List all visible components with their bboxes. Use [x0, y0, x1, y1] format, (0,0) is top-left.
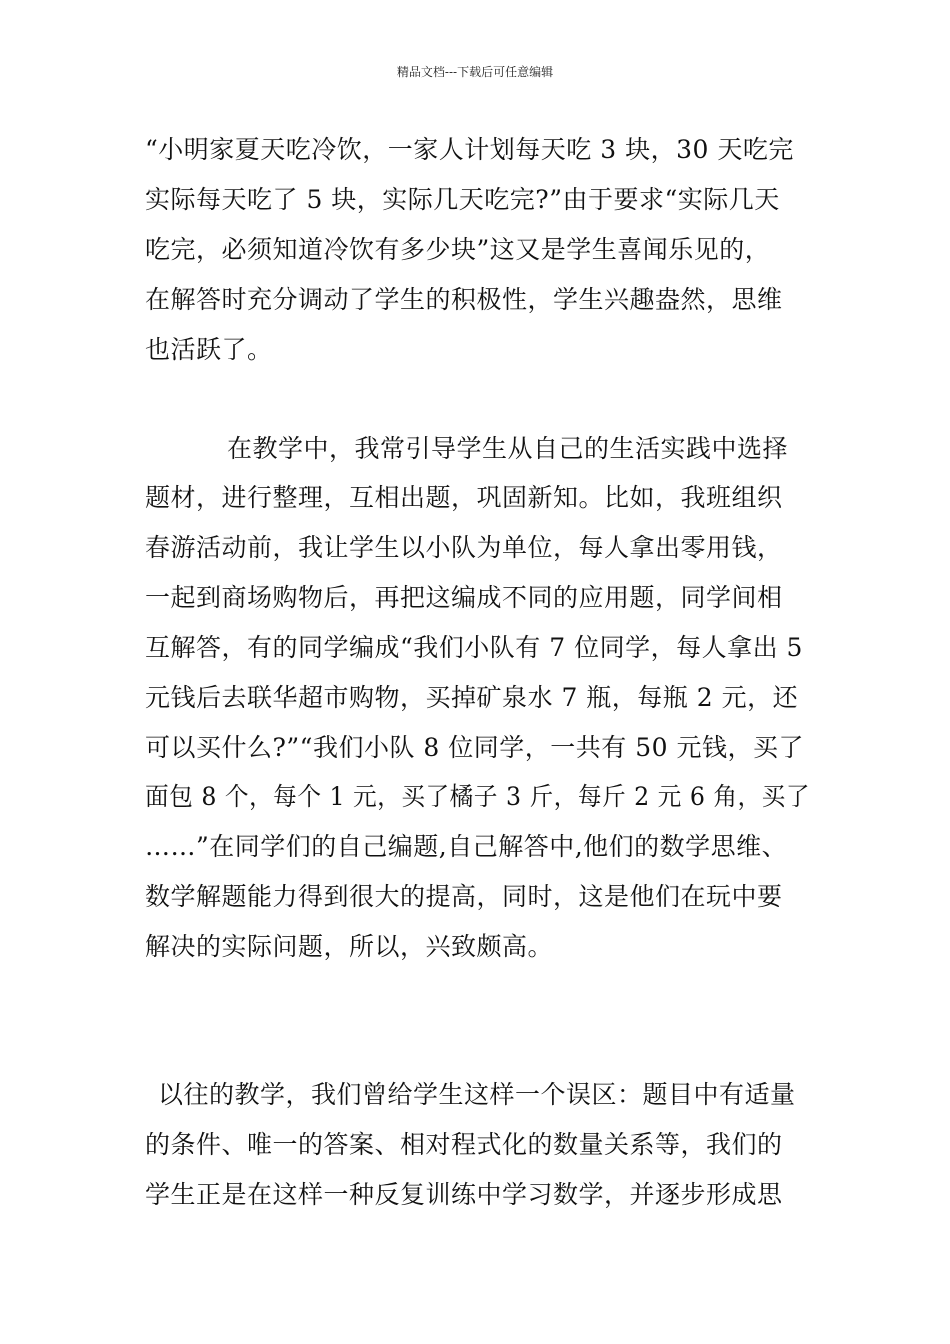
text-line: 一起到商场购物后，再把这编成不同的应用题，同学间相	[145, 583, 783, 612]
text-line: 元钱后去联华超市购物，买掉矿泉水 7 瓶，每瓶 2 元，还	[145, 683, 799, 712]
page-header: 精品文档---下载后可任意编辑	[396, 65, 554, 79]
text-line: 题材，进行整理，互相出题，巩固新知。比如，我班组织	[145, 483, 783, 512]
text-line: 在教学中，我常引导学生从自己的生活实践中选择	[227, 434, 789, 463]
text-line: 的条件、唯一的答案、相对程式化的数量关系等，我们的	[145, 1130, 783, 1159]
text-line: 数学解题能力得到很大的提高，同时，这是他们在玩中要	[145, 882, 783, 911]
text-line: 面包 8 个，每个 1 元，买了橘子 3 斤，每斤 2 元 6 角，买了	[145, 782, 810, 811]
text-line: 学生正是在这样一种反复训练中学习数学，并逐步形成思	[145, 1180, 783, 1209]
text-line: 解决的实际问题，所以，兴致颇高。	[145, 932, 554, 961]
text-line: ……”在同学们的自己编题,自己解答中,他们的数学思维、	[145, 832, 788, 861]
text-line: 实际每天吃了 5 块，实际几天吃完?”由于要求“实际几天	[145, 185, 780, 214]
text-line: 也活跃了。	[145, 335, 273, 364]
text-line: 春游活动前，我让学生以小队为单位，每人拿出零用钱，	[145, 533, 783, 562]
text-line: 互解答，有的同学编成“我们小队有 7 位同学，每人拿出 5	[145, 633, 803, 662]
text-line: 以往的教学，我们曾给学生这样一个误区：题目中有适量	[158, 1080, 796, 1109]
text-line: “小明家夏天吃冷饮，一家人计划每天吃 3 块，30 天吃完	[145, 135, 794, 164]
text-line: 在解答时充分调动了学生的积极性，学生兴趣盎然，思维	[145, 285, 783, 314]
text-line: 吃完，必须知道冷饮有多少块”这又是学生喜闻乐见的，	[145, 235, 771, 264]
text-line: 可以买什么?”“我们小队 8 位同学，一共有 50 元钱，买了	[145, 733, 804, 762]
